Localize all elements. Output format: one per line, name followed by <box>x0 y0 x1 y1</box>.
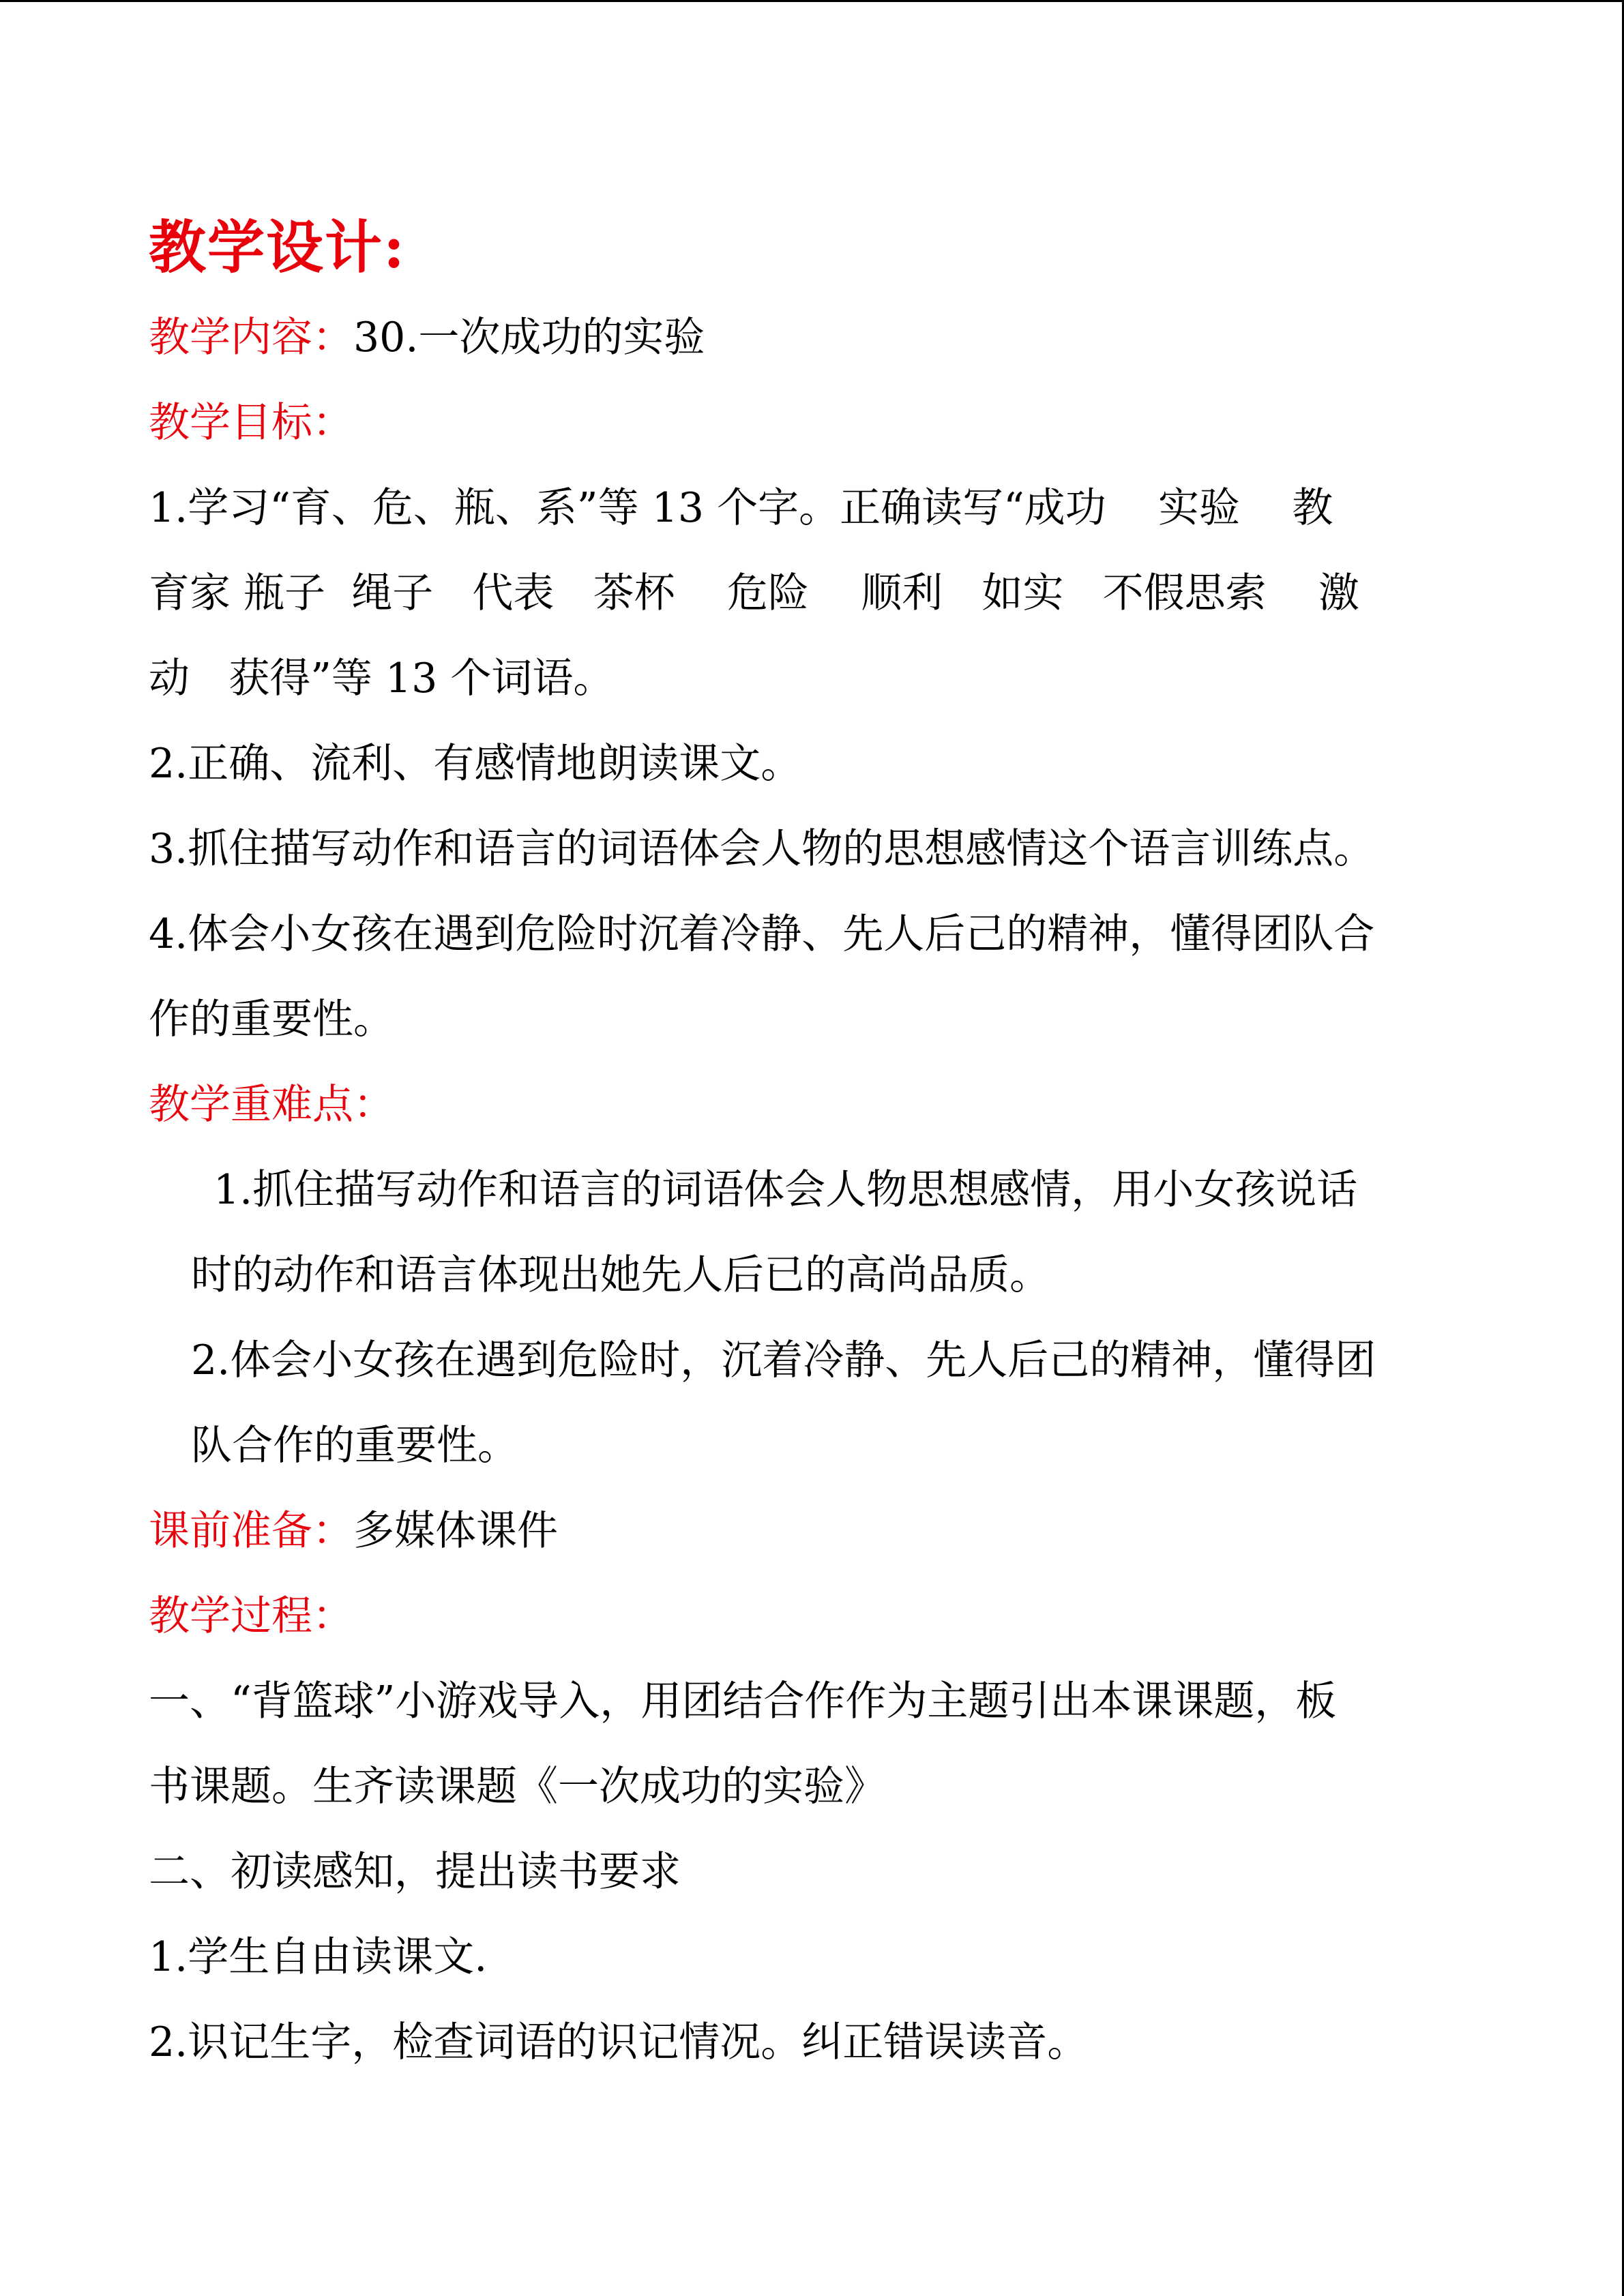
preparation <box>149 1489 1486 1574</box>
process-line: 一、“背篮球”小游戏导入，用团结合作作为主题引出本课课题，板 <box>149 1678 1337 1725</box>
key-point-line: 2.体会小女孩在遇到危险时，沉着冷静、先人后己的精神，懂得团 <box>191 1337 1376 1384</box>
process-line: 2.识记生字，检查词语的识记情况。纠正错误读音。 <box>149 2018 1089 2066</box>
preparation-label: 课前准备： <box>149 1507 353 1555</box>
objective-line: 作的重要性。 <box>149 996 394 1043</box>
teaching-content-value: 30.一次成功的实验 <box>353 314 705 361</box>
preparation-value: 多媒体课件 <box>353 1507 558 1555</box>
objective-line: 3.抓住描写动作和语言的词语体会人物的思想感情这个语言训练点。 <box>149 825 1375 873</box>
key-point-line: 队合作的重要性。 <box>191 1422 518 1470</box>
objective-line: 动 获得”等 13 个词语。 <box>149 655 615 702</box>
objectives-heading: 教学目标： <box>149 399 353 447</box>
teaching-content <box>149 295 1486 381</box>
process-heading: 教学过程： <box>149 1592 353 1640</box>
process-line: 1.学生自由读课文. <box>149 1933 488 1981</box>
objective-line: 4.体会小女孩在遇到危险时沉着冷静、先人后己的精神，懂得团队合 <box>149 910 1375 958</box>
teaching-content-label: 教学内容： <box>149 314 353 361</box>
process-line: 书课题。生齐读课题《一次成功的实验》 <box>149 1763 885 1810</box>
process-line: 二、初读感知，提出读书要求 <box>149 1848 681 1896</box>
objective-line: 2.正确、流利、有感情地朗读课文。 <box>149 740 802 788</box>
key-points-heading: 教学重难点： <box>149 1081 394 1129</box>
document-title: 教学设计: <box>149 213 407 281</box>
document-body <box>149 200 1486 2085</box>
key-point-line: 时的动作和语言体现出她先人后已的高尚品质。 <box>191 1251 1050 1299</box>
objective-line: 1.学习“育、危、瓶、系”等 13 个字。正确读写“成功 实验 教 <box>149 484 1333 532</box>
key-point-line: 1.抓住描写动作和语言的词语体会人物思想感情，用小女孩说话 <box>213 1166 1358 1214</box>
objective-line: 育家 瓶子 绳子 代表 茶杯 危险 顺利 如实 不假思索 激 <box>149 569 1359 617</box>
